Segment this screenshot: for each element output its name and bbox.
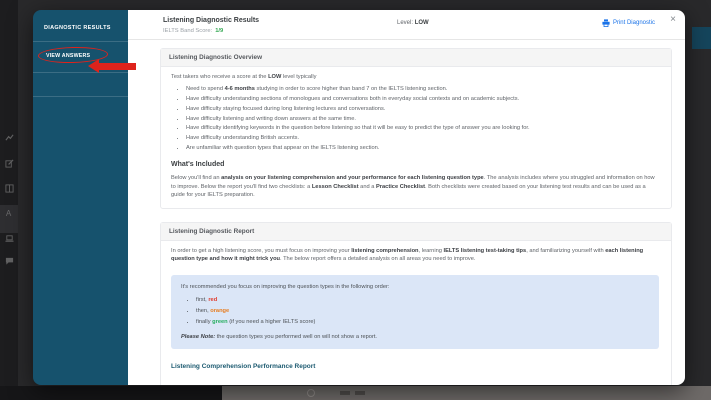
recommendation-info-box — [171, 275, 659, 349]
arrow-head — [88, 59, 99, 73]
modal-body — [128, 40, 685, 385]
info-box-intro: It's recommended you focus on improving the question types in the following order: — [181, 283, 390, 290]
dimmed-page-fragment — [692, 27, 711, 49]
list-item: • Have difficulty staying focused during long listening lectures and conversations. — [186, 105, 659, 113]
whats-included-paragraph: Below you'll find an analysis on your listening comprehension and your performance for each listening question type. The analysis includes where you struggled and information on how to improve. Below the report you'll find two checklists: a Lesson Checklist and a Practice Checklist. Both checklists were created based on your listening test results and can be used as a guide for your IELTS preparation. — [171, 175, 655, 198]
dimmed-text-blob — [355, 391, 365, 395]
book-icon[interactable] — [5, 184, 14, 193]
band-score-label: IELTS Band Score: — [163, 28, 213, 34]
laptop-icon[interactable] — [5, 234, 14, 243]
overview-intro: Test takers who receive a score at the LOW level typically — [171, 74, 317, 80]
list-item: • first, red — [196, 296, 649, 304]
red-arrow-annotation — [88, 59, 136, 73]
dimmed-page-bar — [222, 386, 711, 400]
view-answers-label[interactable]: VIEW ANSWERS — [46, 53, 91, 59]
info-box-note: Please Note: the question types you performed well on will not show a report. — [181, 333, 378, 340]
modal-title: Listening Diagnostic Results — [163, 17, 260, 24]
chat-icon[interactable] — [5, 257, 14, 266]
letter-a-icon[interactable] — [5, 209, 14, 218]
level-value: LOW — [414, 20, 429, 26]
page-bottom-shadow — [0, 386, 222, 400]
band-score — [163, 28, 223, 34]
list-item: • Have difficulty identifying keywords in the question before listening so that it will be easy to predict the type of answer you are looking for. — [186, 124, 659, 132]
list-item: • Have difficulty listening and writing down answers at the same time. — [186, 115, 659, 123]
edit-icon[interactable] — [5, 159, 14, 168]
print-diagnostic-button[interactable] — [602, 19, 655, 27]
dimmed-avatar-icon — [307, 389, 315, 397]
band-score-value: 1/9 — [215, 28, 224, 34]
overview-section — [160, 48, 672, 209]
close-icon[interactable]: × — [670, 14, 676, 25]
overview-heading: Listening Diagnostic Overview — [161, 49, 671, 67]
level-indicator — [397, 20, 429, 26]
svg-text:A: A — [5, 209, 12, 218]
printer-icon — [602, 19, 610, 27]
modal-header — [128, 10, 685, 40]
level-label: Level: — [397, 20, 414, 26]
sidebar-title: DIAGNOSTIC RESULTS — [44, 25, 111, 31]
print-diagnostic-label[interactable]: Print Diagnostic — [612, 20, 655, 26]
app-left-rail — [0, 0, 18, 400]
info-box-list — [181, 296, 649, 327]
divider — [33, 96, 128, 97]
list-item: • Are unfamiliar with question types that appear on the IELTS listening section. — [186, 144, 659, 152]
dimmed-text-blob — [340, 391, 350, 395]
list-item: • then, orange — [196, 307, 649, 315]
report-section — [160, 222, 672, 385]
diagnostic-results-modal — [33, 10, 685, 385]
list-item: • Have difficulty understanding British accents. — [186, 134, 659, 142]
whats-included-heading: What's Included — [171, 161, 225, 169]
list-item: • finally green (if you need a higher IELTS score) — [196, 318, 649, 326]
report-heading: Listening Diagnostic Report — [161, 223, 671, 241]
list-item: • Need to spend 4-6 months studying in order to score higher than band 7 on the IELTS listening section. — [186, 85, 659, 93]
list-item: • Have difficulty understanding sections of monologues and conversations both in everyday social contexts and on academic subjects. — [186, 95, 659, 103]
arrow-body — [99, 63, 136, 70]
overview-bullet-list — [171, 85, 659, 152]
modal-content — [128, 10, 685, 385]
line-chart-icon[interactable] — [5, 133, 14, 142]
report-paragraph: In order to get a high listening score, you must focus on improving your listening comprehension, learning IELTS listening test-taking tips, and familiarizing yourself with each listening question type and how it might trick you. The below report offers a detailed analysis on all areas you need to improve. — [171, 248, 644, 263]
performance-report-heading: Listening Comprehension Performance Report — [171, 362, 316, 370]
